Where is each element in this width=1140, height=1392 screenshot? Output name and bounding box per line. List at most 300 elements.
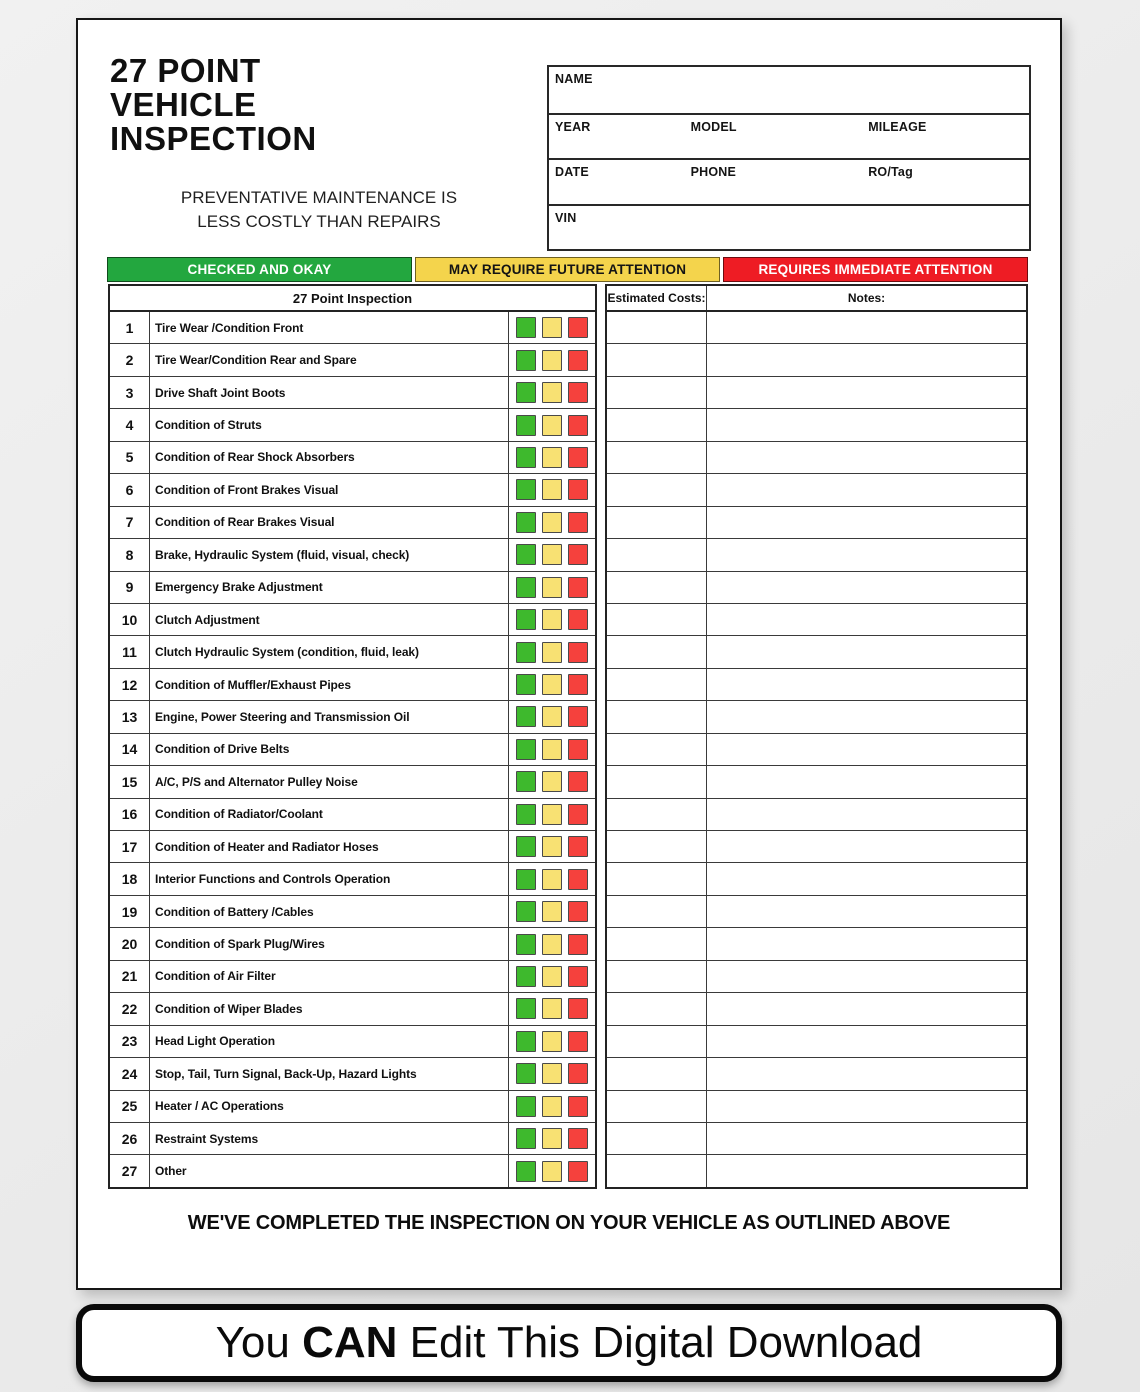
bad-checkbox[interactable] [568,1031,588,1052]
cost-cell[interactable] [607,636,707,667]
item-checkboxes [508,701,595,732]
item-checkboxes [508,831,595,862]
item-label: Engine, Power Steering and Transmission Oil [155,709,410,724]
vin-label: VIN [555,210,577,225]
costs-notes-row [607,798,1026,830]
warn-checkbox[interactable] [542,447,562,468]
inspection-row [110,408,595,440]
model-value [737,120,743,134]
item-number: 1 [110,312,150,343]
item-checkboxes [508,961,595,992]
note-cell[interactable] [707,1091,1026,1122]
ok-checkbox[interactable] [516,1161,536,1182]
item-label: Clutch Hydraulic System (condition, fluid, leak) [155,645,419,660]
note-cell[interactable] [707,312,1026,343]
costs-notes-row [607,1122,1026,1154]
note-cell[interactable] [707,669,1026,700]
inspection-row [110,376,595,408]
cost-cell[interactable] [607,344,707,375]
cost-cell[interactable] [607,1026,707,1057]
bad-checkbox[interactable] [568,415,588,436]
vin-value [576,211,582,225]
note-cell[interactable] [707,507,1026,538]
item-number: 12 [110,669,150,700]
banner-suffix: Edit This Digital Download [397,1318,923,1367]
item-label: A/C, P/S and Alternator Pulley Noise [155,774,358,789]
name-value [593,72,599,86]
inspection-row [110,668,595,700]
inspection-row [110,798,595,830]
cost-cell[interactable] [607,507,707,538]
inspection-row [110,343,595,375]
item-checkboxes [508,507,595,538]
cost-cell[interactable] [607,1091,707,1122]
item-number: 25 [110,1091,150,1122]
warn-checkbox[interactable] [542,382,562,403]
mileage-value [927,120,933,134]
item-label: Condition of Rear Shock Absorbers [155,450,355,465]
cost-cell[interactable] [607,799,707,830]
inspection-row [110,312,595,343]
item-number: 20 [110,928,150,959]
costs-notes-row [607,473,1026,505]
ok-checkbox[interactable] [516,382,536,403]
inspection-row [110,1090,595,1122]
warn-checkbox[interactable] [542,577,562,598]
editable-download-banner [76,1304,1062,1382]
bad-checkbox[interactable] [568,934,588,955]
ro-tag-label: RO/Tag [868,165,913,179]
note-cell[interactable] [707,928,1026,959]
bad-checkbox[interactable] [568,1161,588,1182]
inspection-row [110,830,595,862]
warn-checkbox[interactable] [542,479,562,500]
item-number: 4 [110,409,150,440]
item-checkboxes [508,1091,595,1122]
ro-tag-value [913,165,919,179]
inspection-row [110,538,595,570]
form-row-name [549,67,1029,113]
item-label: Restraint Systems [155,1131,259,1146]
warn-checkbox[interactable] [542,804,562,825]
note-cell[interactable] [707,1123,1026,1154]
note-cell[interactable] [707,766,1026,797]
cost-cell[interactable] [607,734,707,765]
cost-cell[interactable] [607,442,707,473]
name-label: NAME [555,72,593,86]
ok-checkbox[interactable] [516,966,536,987]
costs-notes-row [607,1025,1026,1057]
warn-checkbox[interactable] [542,350,562,371]
bad-checkbox[interactable] [568,966,588,987]
estimated-costs-header: Estimated Costs: [607,286,707,310]
customer-info-form [547,65,1031,251]
item-label: Brake, Hydraulic System (fluid, visual, check) [155,547,410,562]
warn-checkbox[interactable] [542,1128,562,1149]
costs-notes-row [607,538,1026,570]
item-label: Tire Wear /Condition Front [155,320,304,335]
mileage-field[interactable] [868,115,1029,159]
ok-checkbox[interactable] [516,1096,536,1117]
item-checkboxes [508,993,595,1024]
item-checkboxes [508,799,595,830]
costs-notes-row [607,895,1026,927]
bad-checkbox[interactable] [568,447,588,468]
item-checkboxes [508,896,595,927]
costs-notes-row [607,343,1026,375]
ok-checkbox[interactable] [516,674,536,695]
item-checkboxes [508,604,595,635]
warn-checkbox[interactable] [542,1063,562,1084]
ok-checkbox[interactable] [516,609,536,630]
cost-cell[interactable] [607,312,707,343]
item-label: Drive Shaft Joint Boots [155,385,286,400]
cost-cell[interactable] [607,1123,707,1154]
note-cell[interactable] [707,961,1026,992]
inspection-row [110,927,595,959]
item-checkboxes [508,474,595,505]
item-checkboxes [508,409,595,440]
inspection-row [110,765,595,797]
cost-cell[interactable] [607,572,707,603]
item-label: Condition of Wiper Blades [155,1001,303,1016]
title-line-3: INSPECTION [110,120,317,157]
bad-checkbox[interactable] [568,674,588,695]
costs-notes-row [607,992,1026,1024]
bad-checkbox[interactable] [568,350,588,371]
date-field[interactable] [549,160,691,204]
item-checkboxes [508,539,595,570]
item-number: 9 [110,572,150,603]
item-number: 10 [110,604,150,635]
item-label: Condition of Heater and Radiator Hoses [155,839,379,854]
bad-checkbox[interactable] [568,382,588,403]
warn-checkbox[interactable] [542,771,562,792]
form-row-vehicle [549,113,1029,159]
warn-checkbox[interactable] [542,966,562,987]
ok-checkbox[interactable] [516,350,536,371]
name-field[interactable] [549,67,1029,88]
ok-checkbox[interactable] [516,1031,536,1052]
cost-cell[interactable] [607,961,707,992]
title-line-2: VEHICLE [110,86,257,123]
ok-checkbox[interactable] [516,836,536,857]
bad-checkbox[interactable] [568,804,588,825]
model-field[interactable] [691,115,869,159]
costs-notes-row [607,441,1026,473]
cost-cell[interactable] [607,409,707,440]
inspection-row [110,635,595,667]
ok-checkbox[interactable] [516,479,536,500]
inspection-row [110,441,595,473]
item-number: 26 [110,1123,150,1154]
warn-checkbox[interactable] [542,642,562,663]
legend-future-attention: MAY REQUIRE FUTURE ATTENTION [415,257,720,282]
date-value [589,165,595,179]
bad-checkbox[interactable] [568,869,588,890]
ok-checkbox[interactable] [516,804,536,825]
inspection-row [110,1057,595,1089]
vin-field[interactable] [549,206,1029,227]
warn-checkbox[interactable] [542,1096,562,1117]
warn-checkbox[interactable] [542,1031,562,1052]
item-checkboxes [508,636,595,667]
inspection-row [110,571,595,603]
cost-cell[interactable] [607,831,707,862]
item-checkboxes [508,1155,595,1186]
date-label: DATE [555,165,589,179]
cost-cell[interactable] [607,863,707,894]
item-label: Interior Functions and Controls Operation [155,872,391,887]
item-number: 17 [110,831,150,862]
phone-field[interactable] [691,160,869,204]
costs-notes-row [607,408,1026,440]
bad-checkbox[interactable] [568,836,588,857]
cost-cell[interactable] [607,539,707,570]
ok-checkbox[interactable] [516,447,536,468]
item-checkboxes [508,1058,595,1089]
item-label: Tire Wear/Condition Rear and Spare [155,353,357,368]
ok-checkbox[interactable] [516,998,536,1019]
cost-cell[interactable] [607,766,707,797]
costs-notes-row [607,862,1026,894]
costs-notes-row [607,1090,1026,1122]
ok-checkbox[interactable] [516,739,536,760]
title-line-1: 27 POINT [110,52,261,89]
note-cell[interactable] [707,539,1026,570]
warn-checkbox[interactable] [542,998,562,1019]
costs-notes-row [607,700,1026,732]
year-value [591,120,597,134]
page-title [110,54,317,156]
inspection-row [110,473,595,505]
item-checkboxes [508,863,595,894]
note-cell[interactable] [707,701,1026,732]
inspection-row [110,506,595,538]
bad-checkbox[interactable] [568,609,588,630]
note-cell[interactable] [707,831,1026,862]
note-cell[interactable] [707,442,1026,473]
inspection-row [110,895,595,927]
warn-checkbox[interactable] [542,934,562,955]
note-cell[interactable] [707,572,1026,603]
item-label: Condition of Drive Belts [155,742,290,757]
costs-notes-row [607,668,1026,700]
bad-checkbox[interactable] [568,577,588,598]
item-checkboxes [508,312,595,343]
item-label: Stop, Tail, Turn Signal, Back-Up, Hazard Lights [155,1066,417,1081]
bad-checkbox[interactable] [568,1128,588,1149]
costs-notes-row [607,927,1026,959]
mileage-label: MILEAGE [868,119,927,134]
warn-checkbox[interactable] [542,706,562,727]
banner-bold: CAN [302,1318,398,1367]
item-label: Condition of Battery /Cables [155,904,314,919]
item-checkboxes [508,1123,595,1154]
subtitle-line-1: PREVENTATIVE MAINTENANCE IS [180,188,458,207]
cost-cell[interactable] [607,896,707,927]
ok-checkbox[interactable] [516,869,536,890]
note-cell[interactable] [707,799,1026,830]
item-checkboxes [508,734,595,765]
item-label: Other [155,1164,187,1179]
ok-checkbox[interactable] [516,771,536,792]
note-cell[interactable] [707,474,1026,505]
item-number: 19 [110,896,150,927]
cost-cell[interactable] [607,928,707,959]
inspection-sheet [76,18,1062,1290]
item-number: 22 [110,993,150,1024]
bad-checkbox[interactable] [568,512,588,533]
ok-checkbox[interactable] [516,1128,536,1149]
costs-notes-row [607,1154,1026,1186]
legend-immediate-attention: REQUIRES IMMEDIATE ATTENTION [723,257,1028,282]
warn-checkbox[interactable] [542,1161,562,1182]
inspection-row [110,733,595,765]
model-label: MODEL [690,119,737,134]
note-cell[interactable] [707,409,1026,440]
phone-value [736,165,742,179]
cost-cell[interactable] [607,604,707,635]
cost-cell[interactable] [607,1058,707,1089]
bad-checkbox[interactable] [568,739,588,760]
item-number: 3 [110,377,150,408]
costs-notes-row [607,1057,1026,1089]
cost-cell[interactable] [607,669,707,700]
item-checkboxes [508,1026,595,1057]
warn-checkbox[interactable] [542,674,562,695]
item-number: 2 [110,344,150,375]
cost-cell[interactable] [607,377,707,408]
bad-checkbox[interactable] [568,771,588,792]
warn-checkbox[interactable] [542,317,562,338]
bad-checkbox[interactable] [568,544,588,565]
note-cell[interactable] [707,863,1026,894]
inspection-row [110,1122,595,1154]
note-cell[interactable] [707,636,1026,667]
item-number: 13 [110,701,150,732]
bad-checkbox[interactable] [568,317,588,338]
note-cell[interactable] [707,1026,1026,1057]
warn-checkbox[interactable] [542,836,562,857]
year-field[interactable] [549,115,691,159]
ok-checkbox[interactable] [516,577,536,598]
cost-cell[interactable] [607,993,707,1024]
item-number: 27 [110,1155,150,1186]
cost-cell[interactable] [607,1155,707,1186]
warn-checkbox[interactable] [542,739,562,760]
note-cell[interactable] [707,1155,1026,1186]
costs-notes-table [605,284,1028,1189]
legend [107,257,1028,282]
item-number: 6 [110,474,150,505]
item-number: 7 [110,507,150,538]
banner-prefix: You [215,1318,303,1367]
cost-cell[interactable] [607,474,707,505]
costs-notes-row [607,733,1026,765]
costs-notes-row [607,376,1026,408]
note-cell[interactable] [707,993,1026,1024]
warn-checkbox[interactable] [542,512,562,533]
item-label: Condition of Air Filter [155,969,276,984]
inspection-row [110,992,595,1024]
ok-checkbox[interactable] [516,415,536,436]
item-label: Condition of Rear Brakes Visual [155,515,335,530]
item-number: 23 [110,1026,150,1057]
bad-checkbox[interactable] [568,642,588,663]
bad-checkbox[interactable] [568,998,588,1019]
item-number: 21 [110,961,150,992]
cost-cell[interactable] [607,701,707,732]
ok-checkbox[interactable] [516,544,536,565]
subtitle [164,186,474,234]
warn-checkbox[interactable] [542,415,562,436]
costs-notes-row [607,765,1026,797]
item-label: Emergency Brake Adjustment [155,580,323,595]
costs-notes-rows [607,312,1026,1187]
ok-checkbox[interactable] [516,642,536,663]
costs-notes-row [607,312,1026,343]
warn-checkbox[interactable] [542,901,562,922]
item-checkboxes [508,344,595,375]
inspection-row [110,1154,595,1186]
costs-notes-row [607,635,1026,667]
ok-checkbox[interactable] [516,512,536,533]
ro-tag-field[interactable] [868,160,1029,204]
costs-notes-row [607,830,1026,862]
inspection-row [110,603,595,635]
phone-label: PHONE [690,165,737,179]
ok-checkbox[interactable] [516,1063,536,1084]
item-label: Clutch Adjustment [155,612,260,627]
item-label: Condition of Muffler/Exhaust Pipes [155,677,351,692]
bad-checkbox[interactable] [568,1096,588,1117]
item-number: 8 [110,539,150,570]
note-cell[interactable] [707,896,1026,927]
ok-checkbox[interactable] [516,706,536,727]
note-cell[interactable] [707,377,1026,408]
bad-checkbox[interactable] [568,706,588,727]
ok-checkbox[interactable] [516,934,536,955]
note-cell[interactable] [707,344,1026,375]
subtitle-line-2: LESS COSTLY THAN REPAIRS [197,212,441,231]
bad-checkbox[interactable] [568,901,588,922]
inspection-table [108,284,597,1189]
bad-checkbox[interactable] [568,1063,588,1084]
item-number: 15 [110,766,150,797]
note-cell[interactable] [707,604,1026,635]
form-row-vin [549,204,1029,250]
item-checkboxes [508,442,595,473]
warn-checkbox[interactable] [542,544,562,565]
legend-checked-okay: CHECKED AND OKAY [107,257,412,282]
item-number: 16 [110,799,150,830]
costs-notes-row [607,506,1026,538]
warn-checkbox[interactable] [542,869,562,890]
item-label: Condition of Struts [155,418,262,433]
bad-checkbox[interactable] [568,479,588,500]
item-number: 18 [110,863,150,894]
warn-checkbox[interactable] [542,609,562,630]
ok-checkbox[interactable] [516,901,536,922]
ok-checkbox[interactable] [516,317,536,338]
item-number: 14 [110,734,150,765]
note-cell[interactable] [707,734,1026,765]
note-cell[interactable] [707,1058,1026,1089]
item-number: 24 [110,1058,150,1089]
item-checkboxes [508,572,595,603]
item-label: Condition of Radiator/Coolant [155,807,323,822]
